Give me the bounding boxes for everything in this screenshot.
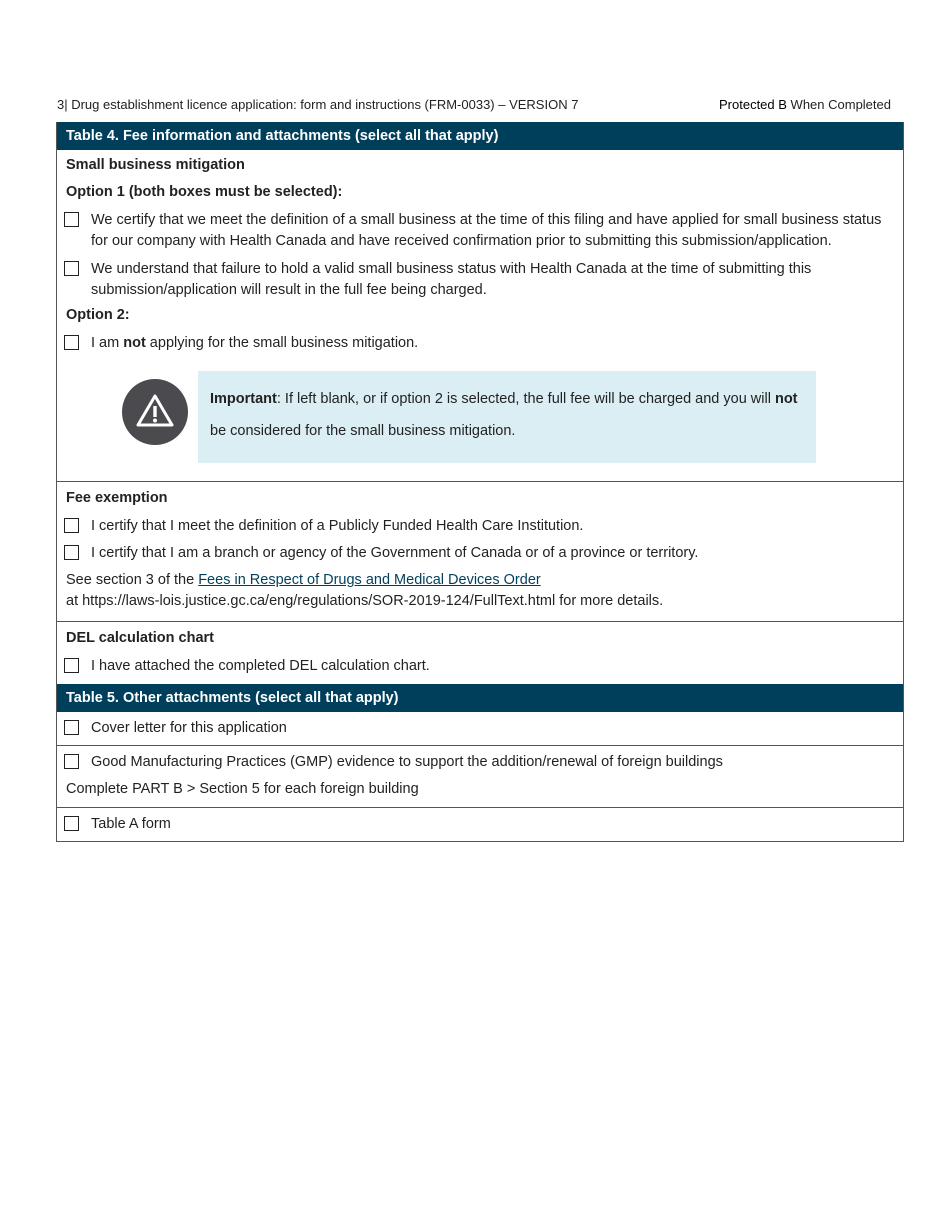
del-chart-item: I have attached the completed DEL calculation chart. [66, 656, 894, 677]
option2-text: I am not applying for the small business mitigation. [91, 335, 419, 351]
cover-letter-checkbox[interactable] [64, 720, 79, 735]
del-chart-heading: DEL calculation chart [66, 630, 214, 646]
table4-title: Table 4. Fee information and attachments (select all that apply) [57, 122, 903, 150]
del-chart-checkbox[interactable] [64, 658, 79, 673]
fee-exemption-item-2: I certify that I am a branch or agency of the Government of Canada or of a province or territory. [66, 543, 894, 564]
fee-exemption-checkbox-1[interactable] [64, 518, 79, 533]
document-title: 3| Drug establishment licence application: form and instructions (FRM-0033) – VERSION 7 [57, 97, 579, 112]
option1-label: Option 1 (both boxes must be selected): [66, 184, 343, 200]
small-business-section [57, 150, 903, 463]
option1-text-1: We certify that we meet the definition of a small business at the time of this filing and have applied for small business status for our company with Health Canada and have received confirmation prior to submitting this submission/application. [91, 212, 882, 249]
option2-item [66, 333, 894, 354]
protection-label: Protected B When Completed [719, 97, 891, 112]
cover-letter-row: Cover letter for this application [57, 712, 903, 745]
fee-order-reference: See section 3 of the Fees in Respect of Drugs and Medical Devices Order at https://laws-lois.justice.gc.ca/eng/regulations/SOR-2019-124/FullText.html for more details. [66, 572, 664, 609]
fee-exemption-item-1: I certify that I meet the definition of a Publicly Funded Health Care Institution. [66, 516, 894, 537]
option1-item-2 [66, 259, 894, 301]
fee-form [56, 122, 904, 842]
fee-exemption-section [57, 481, 903, 621]
table-a-checkbox[interactable] [64, 816, 79, 831]
fee-exemption-checkbox-2[interactable] [64, 545, 79, 560]
warning-icon [122, 379, 188, 445]
option1-checkbox-1[interactable] [64, 212, 79, 227]
option1-checkbox-2[interactable] [64, 261, 79, 276]
important-notice-text: Important: If left blank, or if option 2 is selected, the full fee will be charged and you will not be considered for the small business mitigation. [198, 371, 816, 463]
important-notice [66, 371, 894, 463]
table-a-row: Table A form [57, 807, 903, 841]
del-chart-section [57, 621, 903, 684]
small-business-heading: Small business mitigation [66, 157, 245, 173]
fee-exemption-heading: Fee exemption [66, 490, 168, 506]
gmp-checkbox[interactable] [64, 754, 79, 769]
option1-item-1 [66, 210, 894, 252]
option2-label: Option 2: [66, 307, 130, 323]
gmp-note: Complete PART B > Section 5 for each foreign building [66, 781, 419, 797]
fees-order-link[interactable]: Fees in Respect of Drugs and Medical Devices Order [198, 572, 541, 588]
option1-text-2: We understand that failure to hold a valid small business status with Health Canada at the time of submitting this submission/application will result in the full fee being charged. [91, 261, 812, 298]
table5-title: Table 5. Other attachments (select all that apply) [57, 684, 903, 712]
option2-checkbox[interactable] [64, 335, 79, 350]
gmp-row: Good Manufacturing Practices (GMP) evidence to support the addition/renewal of foreign buildings Complete PART B > Section 5 for each foreign building [57, 745, 903, 807]
